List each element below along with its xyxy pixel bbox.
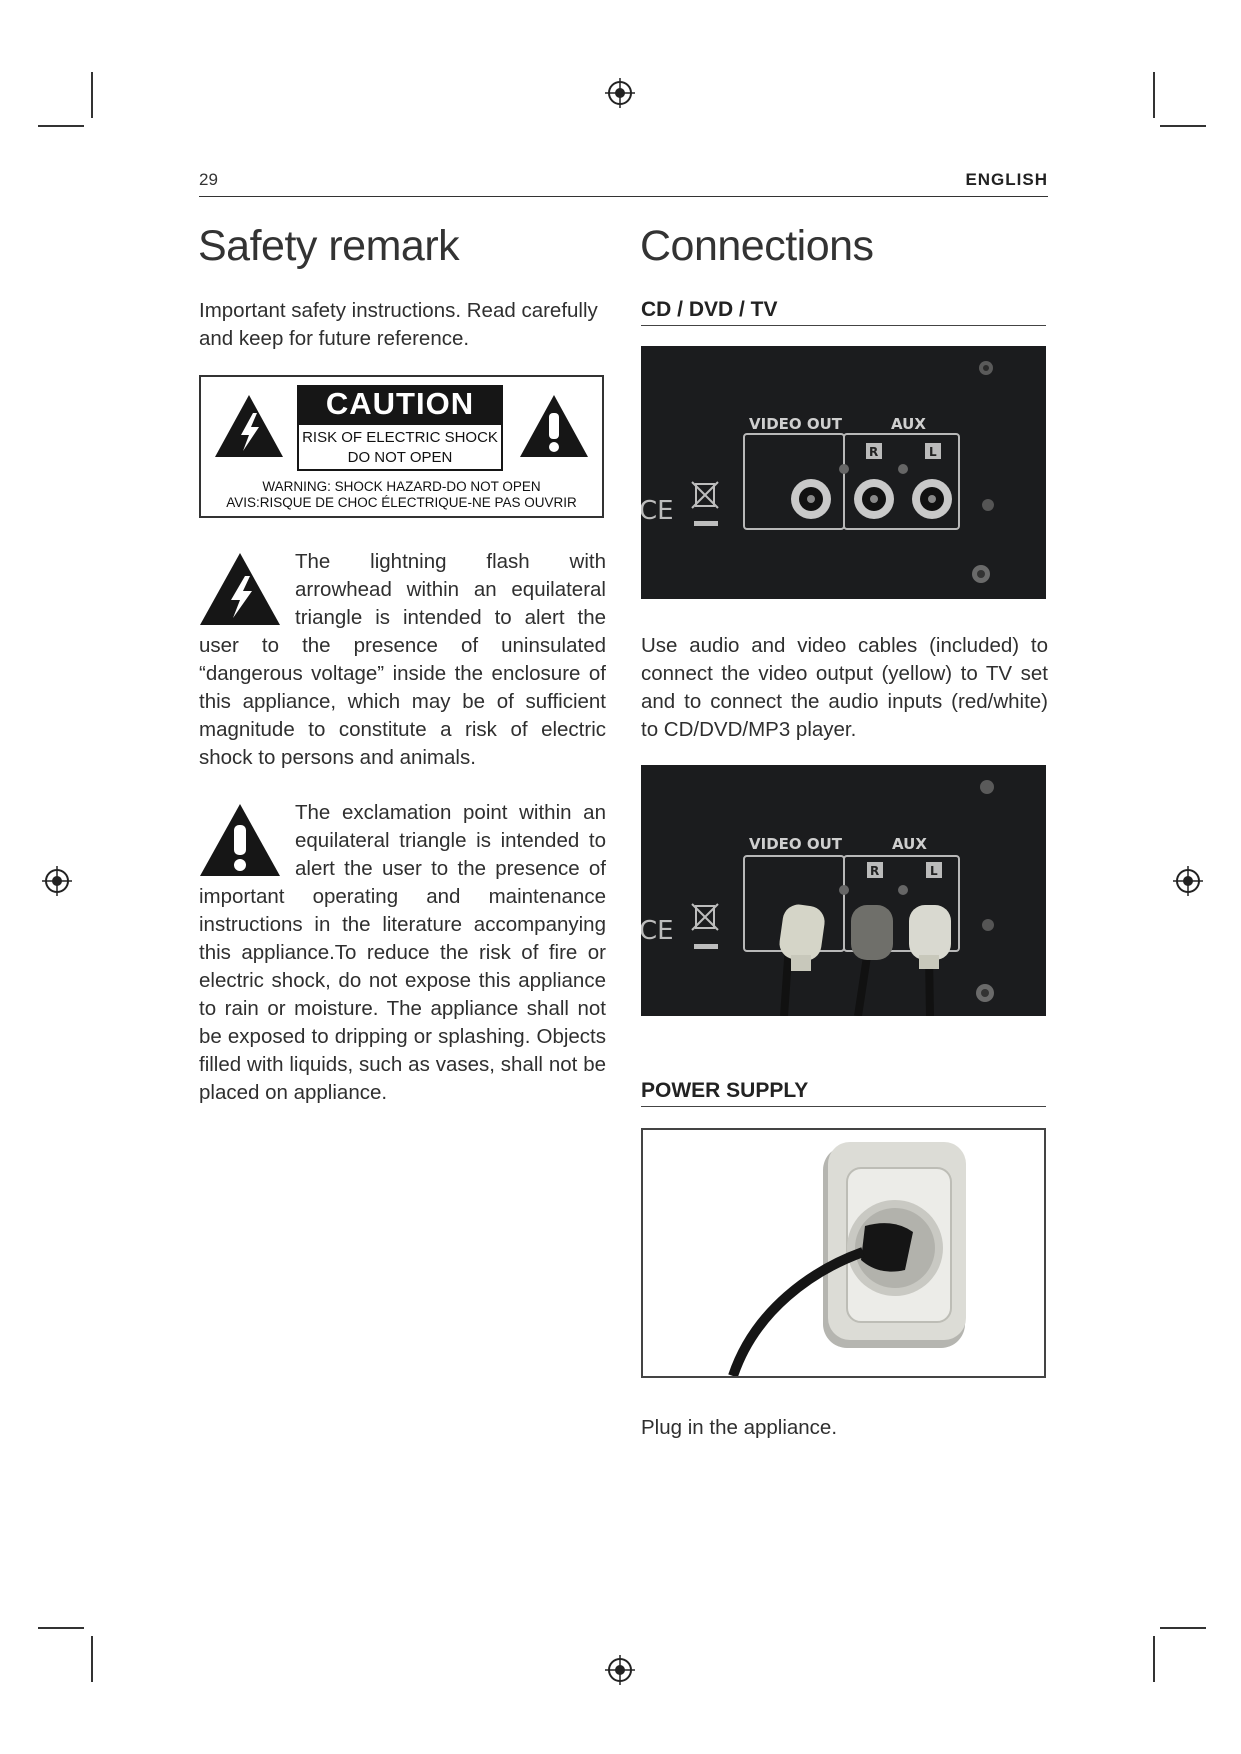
- section-cd-dvd-tv: CD / DVD / TV: [641, 298, 1046, 326]
- registration-mark-icon: [1173, 866, 1203, 896]
- caution-sub-line2: DO NOT OPEN: [347, 449, 453, 466]
- warning-english: WARNING: SHOCK HAZARD-DO NOT OPEN: [262, 479, 541, 494]
- power-instruction: Plug in the appliance.: [641, 1416, 838, 1439]
- caution-label: [199, 375, 604, 518]
- crop-mark: [1160, 125, 1206, 127]
- cd-dvd-tv-instructions: Use audio and video cables (included) to connect the video output (yellow) to TV set and to connect the audio inputs (red/white) to CD/DVD/MP3 player.: [641, 634, 1048, 741]
- lightning-warning-icon: [213, 393, 285, 459]
- running-header: [199, 170, 1048, 197]
- aux-l-label: L: [929, 445, 937, 459]
- registration-mark-icon: [605, 78, 635, 108]
- caution-sub-line1: RISK OF ELECTRIC SHOCK: [302, 429, 498, 446]
- section-power-supply: POWER SUPPLY: [641, 1079, 1046, 1107]
- caution-subtitle: [297, 423, 503, 471]
- crop-mark: [91, 1636, 93, 1682]
- crop-mark: [91, 72, 93, 118]
- safety-title: Safety remark: [198, 222, 460, 270]
- aux-label: AUX: [891, 415, 926, 433]
- aux-r-label: R: [869, 445, 879, 459]
- ce-mark: CE: [641, 496, 674, 526]
- registration-mark-icon: [605, 1655, 635, 1685]
- aux-r-label-2: R: [870, 864, 880, 878]
- page-number: 29: [199, 170, 218, 189]
- aux-label-2: AUX: [892, 835, 927, 853]
- video-out-label-2: VIDEO OUT: [749, 835, 843, 853]
- cables-connected-photo: [641, 765, 1046, 1016]
- exclamation-warning-icon: [518, 393, 590, 459]
- crop-mark: [38, 1627, 84, 1629]
- registration-mark-icon: [42, 866, 72, 896]
- language-label: ENGLISH: [965, 170, 1048, 189]
- connections-title: Connections: [640, 222, 874, 270]
- video-out-label: VIDEO OUT: [749, 415, 843, 433]
- cables-connected-illustration: [641, 765, 1046, 1016]
- rear-panel-illustration: [641, 346, 1046, 599]
- safety-intro: Important safety instructions. Read carefully and keep for future reference.: [199, 299, 598, 350]
- rear-panel-photo: [641, 346, 1046, 599]
- lightning-explanation: The lightning flash with arrowhead within an equilateral triangle is intended to alert the user to the presence of uninsulated “dangerous voltage” inside the enclosure of this appliance, which may be of sufficient magnitude to constitute a risk of electric shock to persons and animals.: [199, 550, 606, 769]
- ce-mark-2: CE: [641, 916, 674, 946]
- aux-l-jack: [912, 479, 952, 519]
- wall-socket-photo: [641, 1128, 1046, 1378]
- aux-l-label-2: L: [930, 864, 938, 878]
- video-out-jack: [791, 479, 831, 519]
- crop-mark: [1153, 72, 1155, 118]
- caution-title: CAUTION: [297, 385, 503, 423]
- crop-mark: [38, 125, 84, 127]
- crop-mark: [1160, 1627, 1206, 1629]
- aux-r-jack: [854, 479, 894, 519]
- warning-french: AVIS:RISQUE DE CHOC ÉLECTRIQUE-NE PAS OUVRIR: [226, 495, 577, 510]
- crop-mark: [1153, 1636, 1155, 1682]
- exclamation-explanation: The exclamation point within an equilateral triangle is intended to alert the user to the presence of important operating and maintenance instructions in the literature accompanying this appliance.To reduce the risk of fire or electric shock, do not expose this appliance to rain or moisture. The appliance shall not be exposed to dripping or splashing. Objects filled with liquids, such as vases, shall not be placed on appliance.: [199, 801, 606, 1104]
- wall-socket-illustration: [643, 1130, 1044, 1376]
